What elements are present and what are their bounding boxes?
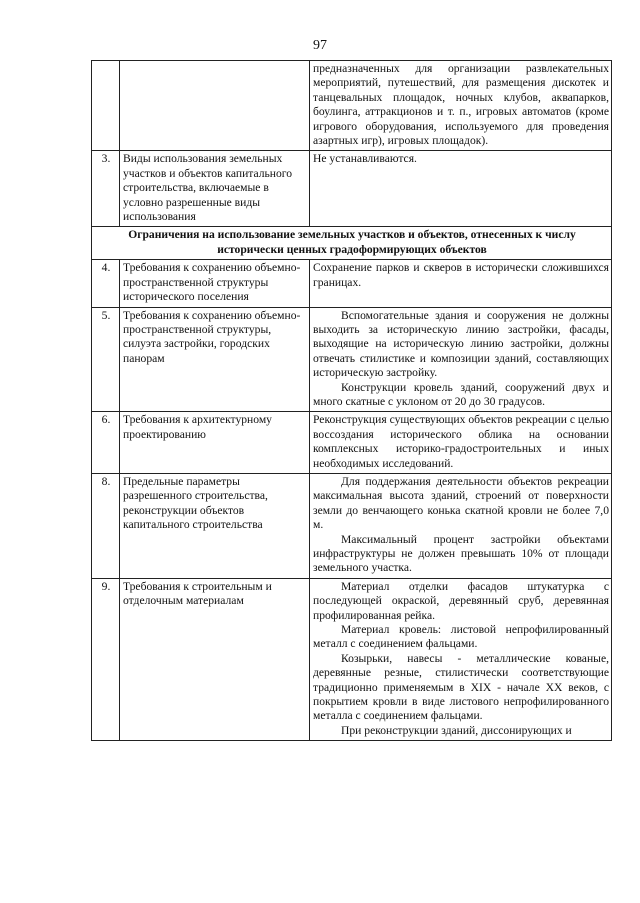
paragraph: Максимальный процент застройки объектами инфраструктуры не должен превышать 10% от площади земельного участка.: [313, 532, 609, 575]
regulations-table: [91, 60, 612, 741]
paragraph: Козырьки, навесы - металлические кованые, деревянные резные, стилистически соответствующие традиционно применяемым в XIX - начале XX веков, с покрытием кровли в виде листового непрофилированного металла с соединением фальцами.: [313, 651, 609, 723]
section-heading-row: [92, 227, 612, 260]
row-content: [310, 412, 612, 474]
row-content: [310, 260, 612, 307]
row-content: [310, 473, 612, 578]
row-content: [310, 61, 612, 151]
paragraph: предназначенных для организации развлекательных мероприятий, путешествий, для размещения дискотек и танцевальных площадок, ночных клубов, аквапарков, боулинга, аттракционов и т. п., игровых автоматов (кроме игрового оборудования, используемого для проведения азартных игр), игровых площадок).: [313, 62, 609, 148]
paragraph: Реконструкция существующих объектов рекреации с целью воссоздания исторического облика на основании комплексных историко-градостроительных и иных необходимых исследований.: [313, 413, 609, 470]
page-number: 97: [313, 38, 327, 53]
row-number: 9.: [92, 578, 120, 740]
table-row: [92, 151, 612, 227]
row-title: Предельные параметры разрешенного строительства, реконструкции объектов капитального строительства: [120, 473, 310, 578]
row-content: [310, 578, 612, 740]
paragraph: Конструкции кровель зданий, сооружений двух и много скатные с уклоном от 20 до 30 градусов.: [313, 380, 609, 408]
row-number: [92, 61, 120, 151]
row-title: Требования к сохранению объемно-пространственной структуры, силуэта застройки, городских панорам: [120, 307, 310, 412]
row-title: Требования к архитектурному проектированию: [120, 412, 310, 474]
table-row: [92, 61, 612, 151]
table-row: [92, 260, 612, 307]
row-title: Требования к сохранению объемно-пространственной структуры исторического поселения: [120, 260, 310, 307]
row-number: 4.: [92, 260, 120, 307]
row-title: Виды использования земельных участков и объектов капитального строительства, включаемые в условно разрешенные виды использования: [120, 151, 310, 227]
paragraph: Материал отделки фасадов штукатурка с последующей окраской, деревянный сруб, деревянная профилированная рейка.: [313, 579, 609, 622]
paragraph: Не устанавливаются.: [313, 152, 417, 166]
paragraph: При реконструкции зданий, диссонирующих и: [341, 723, 572, 737]
row-number: 8.: [92, 473, 120, 578]
paragraph: Материал кровель: листовой непрофилированный металл с соединением фальцами.: [313, 623, 609, 651]
row-number: 3.: [92, 151, 120, 227]
table-row: [92, 578, 612, 740]
row-content: [310, 151, 612, 227]
row-number: 6.: [92, 412, 120, 474]
row-title: Требования к строительным и отделочным материалам: [120, 578, 310, 740]
section-heading: Ограничения на использование земельных участков и объектов, отнесенных к числу исторически ценных градоформирующих объектов: [92, 227, 612, 260]
row-content: [310, 307, 612, 412]
paragraph: Для поддержания деятельности объектов рекреации максимальная высота зданий, строений от поверхности земли до венчающего конька скатной кровли не более 7,0 м.: [313, 474, 609, 532]
paragraph: Вспомогательные здания и сооружения не должны выходить за историческую линию застройки, фасады, выходящие на историческую линию застройки, должны отвечать стилистике и композиции зданий, составляющих историческую застройку.: [313, 308, 609, 380]
table-row: [92, 473, 612, 578]
row-title: [120, 61, 310, 151]
row-number: 5.: [92, 307, 120, 412]
table-row: [92, 307, 612, 412]
table-row: [92, 412, 612, 474]
paragraph: Сохранение парков и скверов в исторически сложившихся границах.: [313, 261, 609, 289]
